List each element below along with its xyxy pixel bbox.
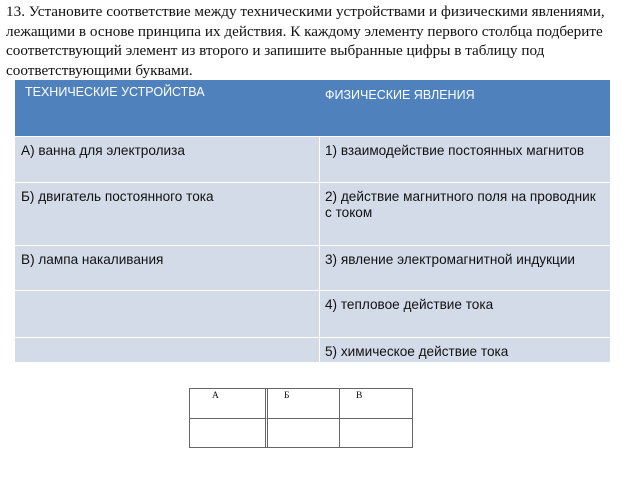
answer-table	[189, 388, 413, 448]
device-b: Б) двигатель постоянного тока	[15, 183, 320, 246]
question-text: 13. Установите соответствие между техническими устройствами и физическими явлениями, лежащими в основе принципа их действия. К каждому элементу первого столбца подберите соответствующий элемент из второго и запишите выбранные цифры в таблицу под соответствующими буквами.	[6, 3, 605, 79]
device-empty-1	[15, 291, 320, 338]
table-row	[15, 183, 610, 246]
answer-header-v: В	[340, 389, 412, 419]
answer-cell-a[interactable]	[190, 419, 268, 447]
phenomenon-1: 1) взаимодействие постоянных магнитов	[320, 137, 610, 183]
answer-header-b: Б	[268, 389, 340, 419]
matching-table	[15, 80, 610, 363]
phenomenon-5: 5) химическое действие тока	[320, 338, 610, 363]
phenomenon-3: 3) явление электромагнитной индукции	[320, 246, 610, 291]
phenomenon-2: 2) действие магнитного поля на проводник с током	[320, 183, 610, 246]
header-phenomena: ФИЗИЧЕСКИЕ ЯВЛЕНИЯ	[320, 80, 610, 137]
phenomenon-4: 4) тепловое действие тока	[320, 291, 610, 338]
table-row	[15, 246, 610, 291]
answer-cell-v[interactable]	[340, 419, 412, 447]
device-empty-2	[15, 338, 320, 363]
table-row	[15, 338, 610, 363]
device-v: В) лампа накаливания	[15, 246, 320, 291]
answer-cell-b[interactable]	[268, 419, 340, 447]
header-devices: ТЕХНИЧЕСКИЕ УСТРОЙСТВА	[15, 80, 320, 137]
device-a: А) ванна для электролиза	[15, 137, 320, 183]
table-row	[15, 137, 610, 183]
table-row	[15, 291, 610, 338]
answer-header-a: А	[190, 389, 268, 419]
